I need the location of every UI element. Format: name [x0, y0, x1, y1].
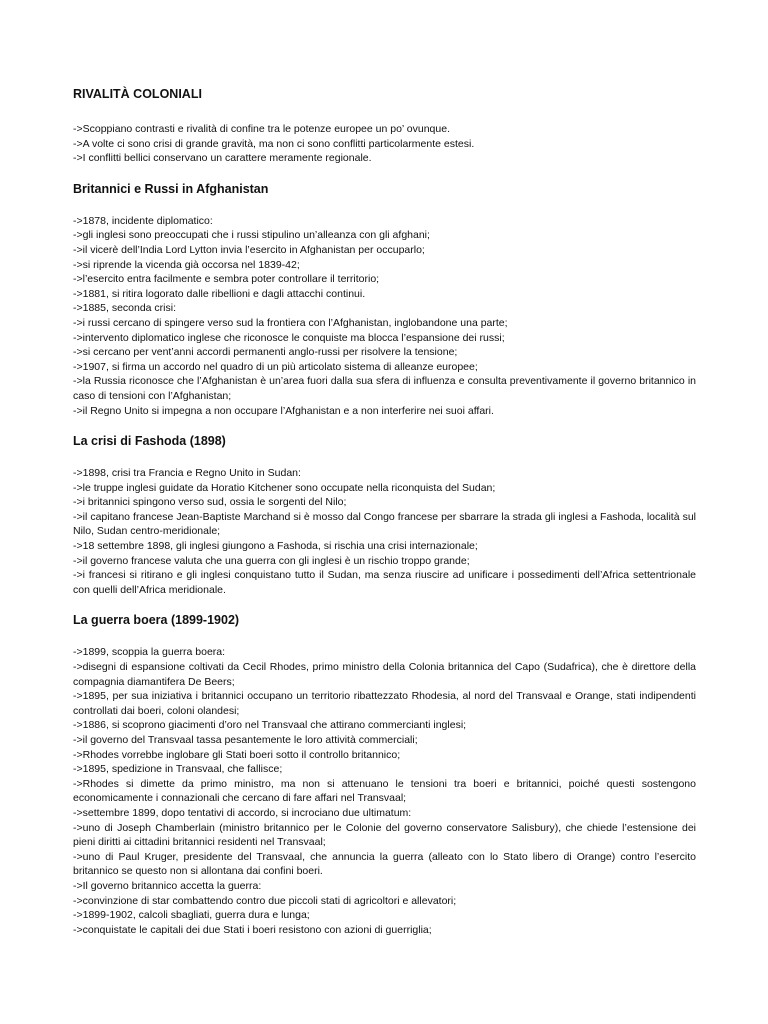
list-item: ->1885, seconda crisi:: [73, 302, 177, 315]
list-item: ->1899-1902, calcoli sbagliati, guerra dura e lunga;: [73, 909, 310, 922]
section-heading-fashoda: La crisi di Fashoda (1898): [73, 434, 226, 449]
list-item: ->1895, per sua iniziativa i britannici occupano un territorio ribattezzato Rhodesia, al nord del Transvaal e Orange, stati indipendenti controllati dai boeri, coloni olandesi;: [73, 690, 696, 717]
list-item: ->i russi cercano di spingere verso sud la frontiera con l’Afghanistan, inglobandone una parte;: [73, 316, 508, 329]
list-item: ->il governo francese valuta che una guerra con gli inglesi è un rischio troppo grande;: [73, 554, 470, 567]
list-item: ->uno di Joseph Chamberlain (ministro britannico per le Colonie del governo conservatore Salisbury), che chiede l’estensione dei pieni diritti ai cittadini britannici residenti nel Transvaal;: [73, 821, 696, 849]
list-item: ->i francesi si ritirano e gli inglesi conquistano tutto il Sudan, ma senza riuscire ad unificare i possedimenti dell’Africa settentrionale con quelli dell’Africa meridionale.: [73, 569, 696, 596]
list-item: ->1886, si scoprono giacimenti d’oro nel Transvaal che attirano commercianti inglesi;: [73, 719, 467, 732]
list-item: ->intervento diplomatico inglese che riconosce le conquiste ma blocca l’espansione dei russi;: [73, 331, 505, 344]
list-item: ->1881, si ritira logorato dalle ribellioni e dagli attacchi continui.: [73, 287, 366, 300]
list-item: ->il governo del Transvaal tassa pesantemente le loro attività commerciali;: [73, 734, 418, 746]
list-item: ->1898, crisi tra Francia e Regno Unito in Sudan:: [73, 467, 301, 480]
list-item: ->18 settembre 1898, gli inglesi giungono a Fashoda, si rischia una crisi internazionale;: [73, 540, 478, 553]
list-item: ->1907, si firma un accordo nel quadro di un più articolato sistema di alleanze europee;: [73, 360, 478, 373]
list-item: ->la Russia riconosce che l’Afghanistan è un’area fuori dalla sua sfera di influenza e consulta preventivamente il governo britannico in caso di tensioni con l’Afghanistan;: [73, 375, 696, 402]
list-item: ->i britannici spingono verso sud, ossia le sorgenti del Nilo;: [73, 496, 347, 509]
list-item: ->disegni di espansione coltivati da Cecil Rhodes, primo ministro della Colonia britannica del Capo (Sudafrica), che è direttore della compagnia diamantifera De Beers;: [73, 661, 696, 688]
list-item: ->uno di Paul Kruger, presidente del Transvaal, che annuncia la guerra (alleato con lo Stato libero di Orange) contro l’esercito britannico se questo non si allontana dai confini boeri.: [73, 850, 696, 878]
list-item: ->Il governo britannico accetta la guerra:: [73, 879, 262, 892]
list-item: ->conquistate le capitali dei due Stati i boeri resistono con azioni di guerriglia;: [73, 923, 432, 936]
section-heading-afghanistan: Britannici e Russi in Afghanistan: [73, 181, 269, 196]
list-item: ->si cercano per vent’anni accordi permanenti anglo-russi per risolvere la tensione;: [73, 346, 458, 359]
section-list-afghanistan: [73, 214, 696, 418]
list-item: ->l’esercito entra facilmente e sembra poter controllare il territorio;: [73, 273, 380, 286]
intro-item: ->I conflitti bellici conservano un carattere meramente regionale.: [73, 152, 372, 165]
document-title: RIVALITÀ COLONIALI: [73, 87, 202, 101]
document-content: [73, 87, 696, 953]
list-item: ->il capitano francese Jean-Baptiste Marchand si è mosso dal Congo francese per sbarrare la strada gli inglesi a Fashoda, località sul Nilo, Sudan centro-meridionale;: [73, 510, 696, 538]
list-item: ->convinzione di star combattendo contro due piccoli stati di agricoltori e allevatori;: [73, 894, 457, 907]
list-item: ->1895, spedizione in Transvaal, che fallisce;: [73, 763, 283, 776]
list-item: ->1899, scoppia la guerra boera:: [73, 646, 226, 659]
section-heading-guerra-boera: La guerra boera (1899-1902): [73, 613, 240, 628]
section-list-guerra-boera: [73, 645, 696, 937]
list-item: ->si riprende la vicenda già occorsa nel 1839-42;: [73, 258, 300, 271]
list-item: ->Rhodes si dimette da primo ministro, ma non si attenuano le tensioni tra boeri e britannici, poiché questi sostengono economicamente i connazionali che cercano di fare affari nel Transvaal;: [73, 777, 696, 805]
list-item: ->gli inglesi sono preoccupati che i russi stipulino un’alleanza con gli afghani;: [73, 229, 430, 242]
list-item: ->le truppe inglesi guidate da Horatio Kitchener sono occupate nella riconquista del Sudan;: [73, 481, 496, 494]
list-item: ->il vicerè dell’India Lord Lytton invia l’esercito in Afghanistan per occuparlo;: [73, 243, 425, 256]
list-item: ->1878, incidente diplomatico:: [73, 214, 213, 227]
list-item: ->il Regno Unito si impegna a non occupare l’Afghanistan e a non interferire nei suoi affari.: [73, 404, 494, 417]
intro-item: ->Scoppiano contrasti e rivalità di confine tra le potenze europee un po’ ovunque.: [73, 123, 450, 135]
intro-list: [73, 122, 696, 166]
intro-item: ->A volte ci sono crisi di grande gravità, ma non ci sono conflitti particolarmente estesi.: [73, 137, 475, 150]
list-item: ->settembre 1899, dopo tentativi di accordo, si incrociano due ultimatum:: [73, 806, 412, 819]
list-item: ->Rhodes vorrebbe inglobare gli Stati boeri sotto il controllo britannico;: [73, 748, 401, 761]
section-list-fashoda: [73, 466, 696, 597]
